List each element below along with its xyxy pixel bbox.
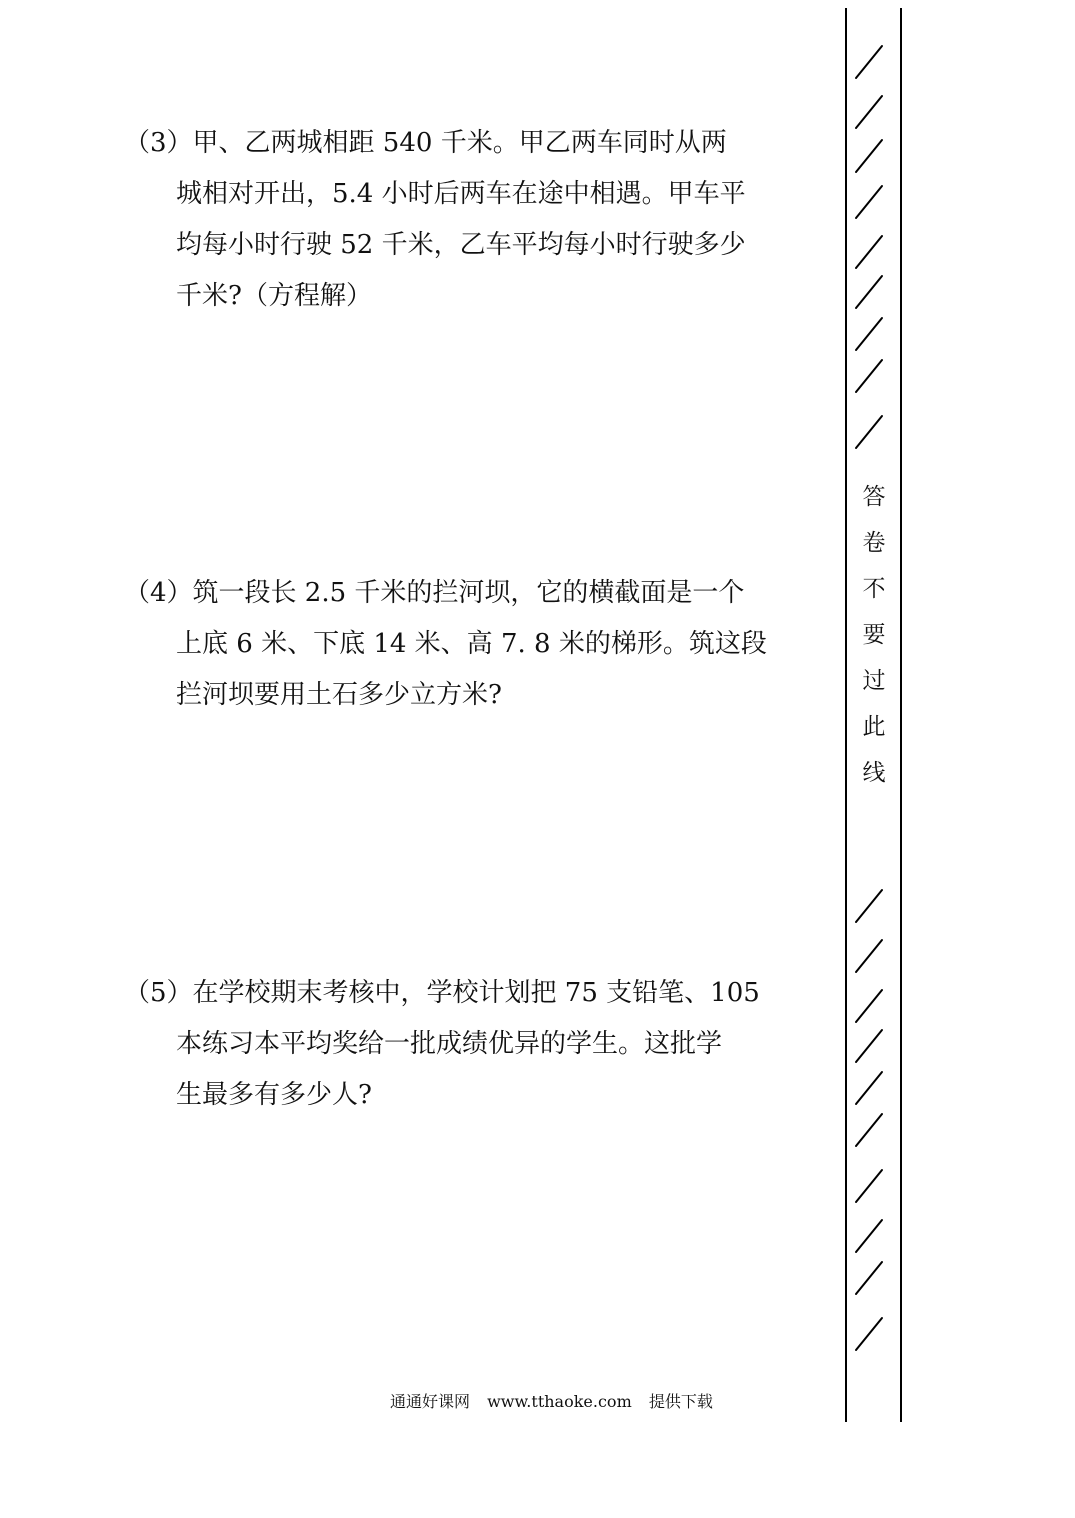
slash-mark bbox=[856, 1072, 882, 1104]
question-4 bbox=[124, 568, 824, 721]
slash-mark bbox=[856, 186, 882, 218]
margin-note-char: 答 bbox=[862, 484, 886, 510]
question-3-line-4: 千米?（方程解） bbox=[176, 281, 372, 311]
question-4-line-2: 上底 6 米、下底 14 米、高 7. 8 米的梯形。筑这段 bbox=[176, 629, 767, 659]
slash-mark bbox=[856, 276, 882, 308]
slash-mark bbox=[856, 1262, 882, 1294]
slash-mark bbox=[856, 940, 882, 972]
slash-mark bbox=[856, 1170, 882, 1202]
slash-mark bbox=[856, 140, 882, 172]
margin-note-char: 要 bbox=[862, 622, 886, 648]
binding-margin-left-line bbox=[845, 8, 847, 1422]
margin-note-char: 不 bbox=[862, 576, 886, 602]
margin-note-char: 过 bbox=[862, 668, 886, 694]
question-5-line-3: 生最多有多少人? bbox=[176, 1080, 372, 1110]
binding-margin-warning bbox=[852, 474, 896, 796]
question-4-line-1: （4）筑一段长 2.5 千米的拦河坝，它的横截面是一个 bbox=[124, 578, 745, 608]
slash-mark bbox=[856, 46, 882, 78]
slash-mark bbox=[856, 318, 882, 350]
slash-mark bbox=[856, 990, 882, 1022]
margin-note-char: 此 bbox=[862, 714, 886, 740]
question-4-line-3: 拦河坝要用土石多少立方米? bbox=[176, 680, 502, 710]
question-5-line-1: （5）在学校期末考核中，学校计划把 75 支铅笔、105 bbox=[124, 978, 760, 1008]
slash-mark bbox=[856, 416, 882, 448]
question-3-line-2: 城相对开出，5.4 小时后两车在途中相遇。甲车平 bbox=[176, 179, 746, 209]
page-footer bbox=[390, 1390, 830, 1414]
binding-margin-right-line bbox=[900, 8, 902, 1422]
slash-mark bbox=[856, 360, 882, 392]
slash-mark bbox=[856, 236, 882, 268]
slash-mark bbox=[856, 1318, 882, 1350]
question-3 bbox=[124, 118, 824, 322]
slash-mark bbox=[856, 890, 882, 922]
footer-url: www.tthaoke.com bbox=[487, 1392, 632, 1411]
question-5 bbox=[124, 968, 824, 1121]
slash-mark bbox=[856, 1030, 882, 1062]
slash-mark bbox=[856, 1220, 882, 1252]
footer-site-name: 通通好课网 bbox=[390, 1392, 471, 1411]
question-5-line-2: 本练习本平均奖给一批成绩优异的学生。这批学 bbox=[176, 1029, 723, 1059]
slash-mark bbox=[856, 1114, 882, 1146]
slash-mark bbox=[856, 96, 882, 128]
question-3-line-3: 均每小时行驶 52 千米，乙车平均每小时行驶多少 bbox=[176, 230, 746, 260]
footer-suffix: 提供下载 bbox=[648, 1392, 713, 1411]
margin-note-char: 卷 bbox=[862, 530, 886, 556]
question-3-line-1: （3）甲、乙两城相距 540 千米。甲乙两车同时从两 bbox=[124, 128, 727, 158]
margin-note-char: 线 bbox=[862, 760, 886, 786]
